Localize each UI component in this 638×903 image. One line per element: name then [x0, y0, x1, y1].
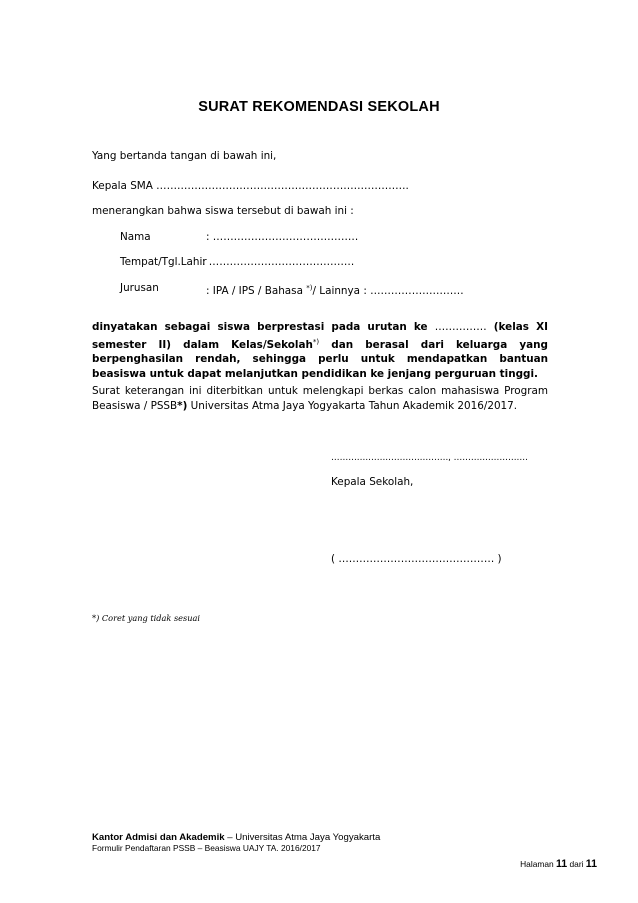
jurusan-mark: *)	[306, 284, 313, 292]
footnote: *) Coret yang tidak sesuai	[92, 613, 200, 623]
field-tempat-value: : ……………………………………	[202, 256, 355, 268]
menerangkan-text: menerangkan bahwa siswa tersebut di bawah ini :	[92, 205, 354, 217]
signature-role: Kepala Sekolah,	[331, 476, 414, 488]
purpose-paragraph	[92, 384, 548, 413]
para2-part2: Universitas Atma Jaya Yogyakarta Tahun Akademik 2016/2017.	[187, 399, 518, 412]
page-prefix: Halaman	[520, 859, 556, 869]
recommendation-paragraph	[92, 320, 548, 381]
footer-office-bold: Kantor Admisi dan Akademik	[92, 832, 225, 843]
page-total: 11	[585, 858, 597, 870]
intro-text: Yang bertanda tangan di bawah ini,	[92, 150, 277, 162]
signature-name-line: ( ……………………………………… )	[331, 553, 502, 565]
field-jurusan-value	[206, 282, 464, 298]
para1-part2: (kelas XI semester II) dalam Kelas/Sekolah	[92, 321, 548, 351]
footer-office	[92, 832, 380, 843]
place-date-line: ………….………………………., ………….………….	[331, 453, 528, 463]
para2-mark: *)	[177, 399, 188, 412]
page-current: 11	[555, 858, 568, 870]
para1-mark: *)	[312, 337, 320, 346]
footer-form: Formulir Pendaftaran PSSB – Beasiswa UAJY TA. 2016/2017	[92, 843, 321, 853]
page-mid: dari	[567, 859, 586, 869]
field-nama-value: : ……………………………………	[206, 231, 359, 243]
para2-part1: Surat keterangan ini diterbitkan untuk melengkapi berkas calon mahasiswa Program Beasiswa / PSSB	[92, 385, 548, 412]
jurusan-lainnya: / Lainnya : ………………………	[312, 285, 464, 297]
jurusan-options: : IPA / IPS / Bahasa	[206, 285, 307, 297]
para1-part1: dinyatakan sebagai siswa berprestasi pada urutan ke	[92, 321, 435, 333]
para1-dots: ……………	[434, 321, 487, 333]
field-jurusan-label: Jurusan	[120, 282, 159, 294]
para1-part3: dan berasal dari keluarga yang berpenghasilan rendah, sehingga perlu untuk mendapatkan bantuan beasiswa untuk dapat melanjutkan pendidikan ke jenjang perguruan tinggi.	[92, 338, 548, 380]
page-number	[520, 859, 597, 870]
footer-office-rest: – Universitas Atma Jaya Yogyakarta	[224, 832, 381, 843]
field-tempat-label: Tempat/Tgl.Lahir	[120, 256, 207, 268]
kepala-sma-line: Kepala SMA ……………………………………………………………….	[92, 180, 409, 192]
document-title: SURAT REKOMENDASI SEKOLAH	[198, 99, 440, 115]
field-nama-label: Nama	[120, 231, 151, 243]
